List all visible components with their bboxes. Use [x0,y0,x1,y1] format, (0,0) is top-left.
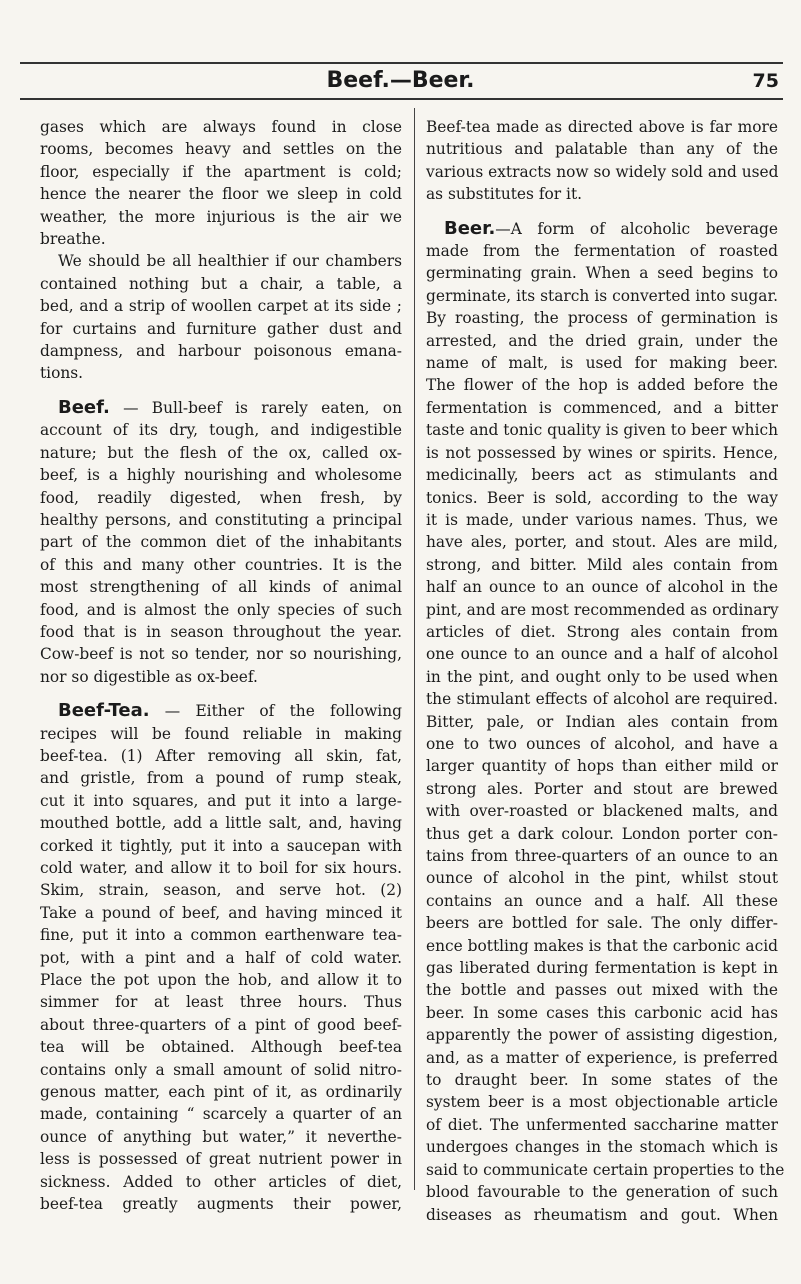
line-text: germinate, its starch is converted into sugar. [426,286,778,305]
text-line [40,790,402,812]
line-text: the stimulant effects of alcohol are required. [426,690,778,709]
line-text: taste and tonic quality is given to beer which [426,421,778,440]
line-text: food, and is almost the only species of such [40,600,402,619]
line-text: ence bottling makes is that the carbonic acid [426,936,778,955]
text-line [426,800,778,822]
text-line [40,531,402,553]
line-text: it is made, under various names. Thus, we [426,510,778,529]
text-line [426,979,778,1001]
line-text: name of malt, is used for making beer. [426,354,778,373]
line-text: cut it into squares, and put it into a large- [40,791,402,810]
line-text: gases which are always found in close [40,118,402,136]
running-head: Beef.—Beer. [326,68,475,93]
text-line [426,138,778,160]
text-line [40,1036,402,1058]
line-text: Bitter, pale, or Indian ales contain from [426,712,778,731]
line-text: apparently the power of assisting digestion, [426,1026,778,1045]
text-line [426,755,778,777]
page-number: 75 [752,70,779,92]
text-line [426,161,778,183]
line-text: We should be all healthier if our chambers [58,252,402,271]
paragraph-gap [40,385,402,397]
line-text: arrested, and the dried grain, under the [426,331,778,350]
text-line [426,890,778,912]
text-line [40,116,402,138]
header-rule-bottom [20,98,783,100]
left-column [40,116,402,1216]
line-text: contained nothing but a chair, a table, a [40,274,402,293]
entry-heading: Beef-Tea. [58,700,150,722]
text-line [426,262,778,284]
line-text: genous matter, each pint of it, as ordinarily [40,1083,402,1102]
text-line [426,1114,778,1136]
text-line [40,442,402,464]
text-line [40,183,402,205]
line-text: — Either of the following [149,702,402,721]
line-text: made from the fermentation of roasted [426,242,778,261]
line-text: floor, especially if the apartment is cold; [40,162,402,181]
text-line [40,487,402,509]
line-text: mouthed bottle, add a little salt, and, having [40,814,402,833]
line-text: one to two ounces of alcohol, and have a [426,734,778,753]
line-text: part of the common diet of the inhabitants [40,533,402,552]
line-text: medicinally, beers act as stimulants and [426,466,778,485]
text-line [40,835,402,857]
line-text: larger quantity of hops than either mild or [426,757,778,776]
text-line [426,1002,778,1024]
text-line [40,902,402,924]
line-text: hence the nearer the floor we sleep in cold [40,185,402,204]
text-line [40,947,402,969]
text-line [40,857,402,879]
text-line [40,723,402,745]
line-text: The flower of the hop is added before the [426,376,778,395]
text-line [40,991,402,1013]
line-text: food, readily digested, when fresh, by [40,488,402,507]
header-rule-top [20,62,783,64]
text-line [426,116,778,138]
line-text: breathe. [40,230,106,249]
text-line [426,1024,778,1046]
line-text: for curtains and furniture gather dust and [40,319,402,338]
text-line [40,1014,402,1036]
text-line [40,1171,402,1193]
line-text: with over-roasted or blackened malts, and [426,802,778,821]
line-text: tains from three-quarters of an ounce to an [426,847,778,865]
line-text: as substitutes for it. [426,185,583,204]
line-text: contains an ounce and a half. All these [426,891,778,910]
text-line [40,666,402,688]
text-line [40,318,402,340]
line-text: account of its dry, tough, and indigestible [40,421,402,440]
line-text: less is possessed of great nutrient power in [40,1150,402,1169]
text-line [40,273,402,295]
text-line [426,778,778,800]
line-text: fine, put it into a common earthenware tea- [40,926,402,945]
line-text: undergoes changes in the stomach which is [426,1138,778,1157]
line-text: various extracts now so widely sold and used [426,162,779,181]
line-text: nature; but the flesh of the ox, called ox- [40,443,402,462]
line-text: bed, and a strip of woollen carpet at its side ; [40,297,402,316]
text-line [40,1193,402,1215]
line-text: beef-tea greatly augments their power, [40,1195,402,1214]
text-line [426,374,778,396]
line-text: tea will be obtained. Although beef-tea [40,1038,402,1057]
line-text: simmer for at least three hours. Thus [40,993,402,1012]
line-text: pot, with a pint and a half of cold water. [40,948,402,967]
text-line [426,554,778,576]
line-text: beers are bottled for sale. The only differ- [426,914,778,933]
entry-first-line [40,700,402,722]
text-line [40,419,402,441]
line-text: thus get a dark colour. London porter con- [426,824,778,843]
text-line [40,969,402,991]
text-line [426,666,778,688]
line-text: tonics. Beer is sold, according to the way [426,488,778,507]
line-text: — Bull-beef is rarely eaten, on [109,398,402,417]
text-line [40,924,402,946]
line-text: to draught beer. In some states of the [426,1071,778,1090]
text-line [40,250,402,272]
text-line [426,823,778,845]
text-line [40,621,402,643]
line-text: Place the pot upon the hob, and allow it to [40,971,402,990]
line-text: By roasting, the process of germination is [426,309,778,328]
line-text: is not possessed by wines or spirits. Hence, [426,443,778,462]
paragraph-gap [426,206,778,218]
line-text: tions. [40,364,84,383]
text-line [426,1069,778,1091]
text-line [40,206,402,228]
line-text: diseases as rheumatism and gout. When [426,1205,778,1224]
text-line [426,1159,785,1181]
text-line [426,643,778,665]
line-text: corked it tightly, put it into a saucepan with [40,836,402,855]
line-text: ounce of alcohol in the pint, whilst stout [426,869,778,888]
text-line [40,161,402,183]
line-text: germinating grain. When a seed begins to [426,264,778,283]
line-text: rooms, becomes heavy and settles on the [40,140,402,159]
line-text: system beer is a most objectionable article [426,1093,778,1112]
text-line [426,509,778,531]
line-text: in the pint, and ought only to be used when [426,667,778,686]
text-line [40,599,402,621]
text-line [426,845,778,867]
line-text: healthy persons, and constituting a principal [40,510,402,529]
line-text: food that is in season throughout the year. [40,622,402,641]
line-text: sickness. Added to other articles of diet, [40,1172,402,1191]
line-text: fermentation is commenced, and a bitter [426,398,778,417]
entry-first-line [426,218,778,240]
line-text: nutritious and palatable than any of the [426,140,778,159]
line-text: contains only a small amount of solid nitro- [40,1060,402,1079]
line-text: most strengthening of all kinds of animal [40,578,402,597]
line-text: ounce of anything but water,” it neverthe- [40,1127,402,1146]
entry-heading: Beef. [58,396,110,418]
line-text: of diet. The unfermented saccharine matter [426,1115,778,1134]
line-text: pint, and are most recommended as ordinary [426,600,779,619]
line-text: —A form of alcoholic beverage [495,219,778,238]
line-text: of this and many other countries. It is the [40,555,402,574]
text-line [40,340,402,362]
line-text: gas liberated during fermentation is kept in [426,959,778,978]
text-line [40,1081,402,1103]
line-text: recipes will be found reliable in making [40,724,402,743]
text-line [426,419,778,441]
line-text: Take a pound of beef, and having minced it [40,903,402,922]
text-line [40,362,402,384]
column-divider [414,108,415,1190]
line-text: strong ales. Porter and stout are brewed [426,779,778,798]
text-line [426,352,778,374]
line-text: strong, and bitter. Mild ales contain from [426,555,778,574]
text-line [40,812,402,834]
entry-heading: Beer. [444,217,496,239]
line-text: one ounce to an ounce and a half of alcohol [426,645,778,664]
line-text: about three-quarters of a pint of good beef- [40,1015,402,1034]
line-text: beef-tea. (1) After removing all skin, fat, [40,746,402,765]
line-text: made, containing “ scarcely a quarter of an [40,1105,402,1124]
line-text: half an ounce to an ounce of alcohol in the [426,578,778,597]
line-text: said to communicate certain properties to the [426,1160,785,1179]
text-line [40,295,402,317]
text-line [40,1103,402,1125]
text-line [426,576,778,598]
text-line [426,599,778,621]
line-text: nor so digestible as ox-beef. [40,667,258,686]
text-line [426,867,778,889]
text-line [40,576,402,598]
right-column [426,116,785,1226]
text-line [40,767,402,789]
text-line [426,621,778,643]
line-text: weather, the more injurious is the air we [40,207,402,226]
text-line [426,711,778,733]
line-text: articles of diet. Strong ales contain from [426,622,778,641]
line-text: the bottle and passes out mixed with the [426,981,778,1000]
text-line [426,330,778,352]
line-text: have ales, porter, and stout. Ales are mild, [426,533,778,552]
text-line [426,733,778,755]
paragraph-gap [40,688,402,700]
text-line [40,554,402,576]
line-text: and, as a matter of experience, is preferred [426,1048,778,1067]
entry-first-line [40,397,402,419]
text-line [426,183,778,205]
text-line [426,1204,778,1226]
line-text: beef, is a highly nourishing and wholesome [40,466,402,485]
line-text: and gristle, from a pound of rump steak, [40,769,402,788]
text-line [426,442,778,464]
text-line [40,879,402,901]
text-line [40,138,402,160]
text-line [426,240,778,262]
text-line [426,957,778,979]
text-line [426,1091,778,1113]
text-line [426,1181,778,1203]
line-text: Cow-beef is not so tender, nor so nourishing, [40,645,402,664]
text-line [40,643,402,665]
text-line [40,1059,402,1081]
text-line [40,509,402,531]
text-line [426,307,778,329]
line-text: dampness, and harbour poisonous emana- [40,342,402,361]
line-text: Beef-tea made as directed above is far more [426,118,778,136]
line-text: cold water, and allow it to boil for six hours. [40,859,402,877]
text-line [426,935,778,957]
text-line [40,1126,402,1148]
text-line [426,1047,778,1069]
text-line [426,1136,778,1158]
text-line [426,487,778,509]
line-text: blood favourable to the generation of such [426,1183,778,1202]
text-line [40,228,402,250]
text-line [40,745,402,767]
text-line [426,531,778,553]
text-line [426,397,778,419]
line-text: beer. In some cases this carbonic acid has [426,1003,778,1022]
text-line [40,464,402,486]
text-line [426,464,778,486]
text-line [426,285,778,307]
line-text: Skim, strain, season, and serve hot. (2) [40,881,402,900]
text-line [426,688,778,710]
text-line [426,912,778,934]
text-line [40,1148,402,1170]
